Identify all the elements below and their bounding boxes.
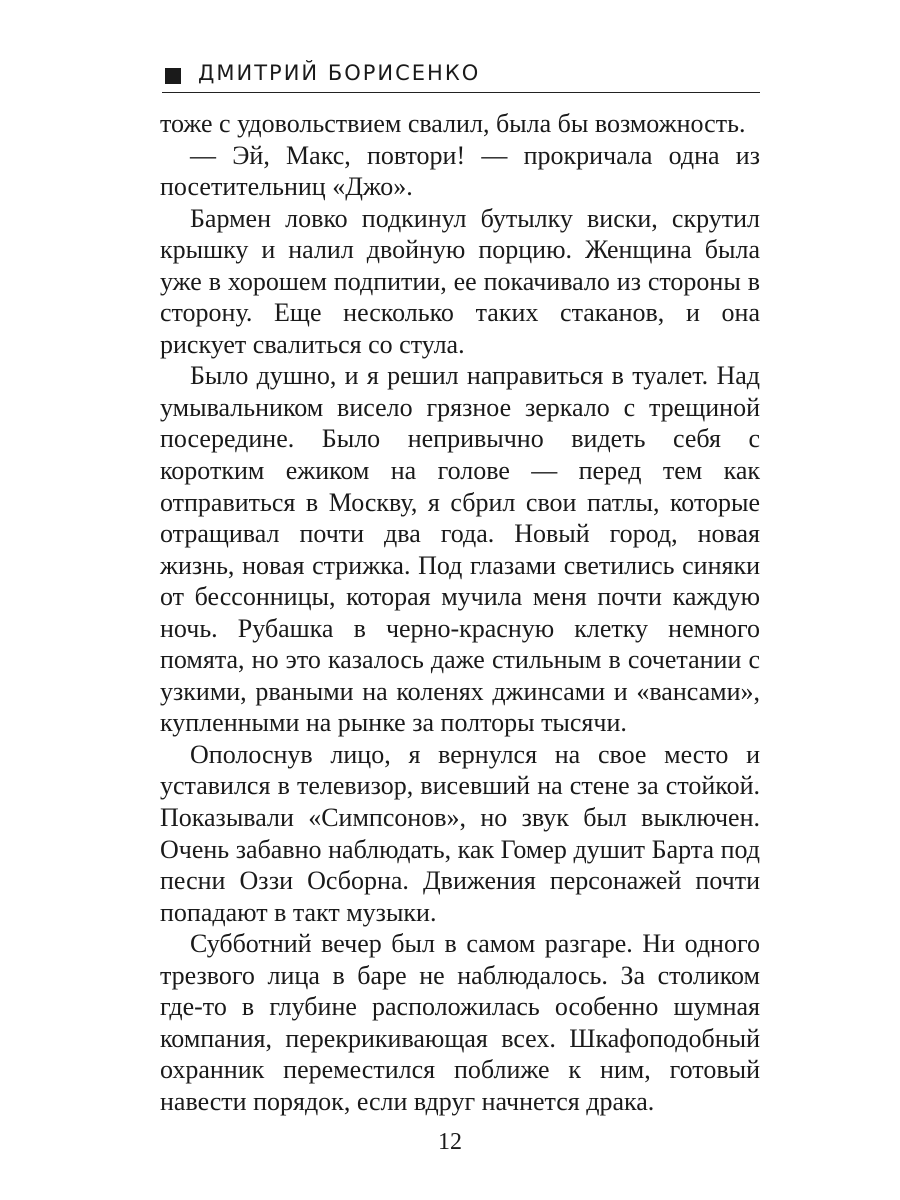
paragraph: Ополоснув лицо, я вернулся на свое место и уставился в телевизор, висевший на стене за стойкой. Показывали «Симпсонов», но звук был выключен. Очень забавно наблюдать, как Гомер душит Барта под песни Оззи Осборна. Движения персонажей почти попадают в такт музыки. <box>160 739 760 927</box>
paragraph: Было душно, и я решил направиться в туалет. Над умывальником висело грязное зеркало с трещиной посередине. Было непривычно видеть себя с коротким ежиком на голове — перед тем как отправиться в Москву, я сбрил свои патлы, которые отращивал почти два года. Новый город, новая жизнь, новая стрижка. Под глазами светились синяки от бессонницы, которая мучила меня почти каждую ночь. Рубашка в черно-красную клетку немного помята, но это казалось даже стильным в сочетании с узкими, рваными на коленях джинсами и «вансами», купленными на рынке за полторы тысячи. <box>160 361 760 738</box>
paragraph: Субботний вечер был в самом разгаре. Ни одного трезвого лица в баре не наблюдалось. За столиком где-то в глубине расположилась особенно шумная компания, перекрикивающая всех. Шкафоподобный охранник переместился поближе к ним, готовый навести порядок, если вдруг начнется драка. <box>160 929 760 1116</box>
paragraph: — Эй, Макс, повтори! — прокричала одна из посетительниц «Джо». <box>160 140 760 202</box>
paragraph: Бармен ловко подкинул бутылку виски, скрутил крышку и налил двойную порцию. Женщина была уже в хорошем подпитии, ее покачивало из стороны в сторону. Еще несколько таких стаканов, и она рискует свалиться со стула. <box>160 203 760 359</box>
paragraph: тоже с удовольствием свалил, была бы возможность. <box>160 109 746 138</box>
running-header <box>162 58 760 93</box>
header-author-name: ДМИТРИЙ БОРИСЕНКО <box>198 61 481 85</box>
page-number: 12 <box>438 1129 462 1155</box>
page-body <box>160 108 760 1118</box>
header-square-ornament <box>165 68 181 84</box>
